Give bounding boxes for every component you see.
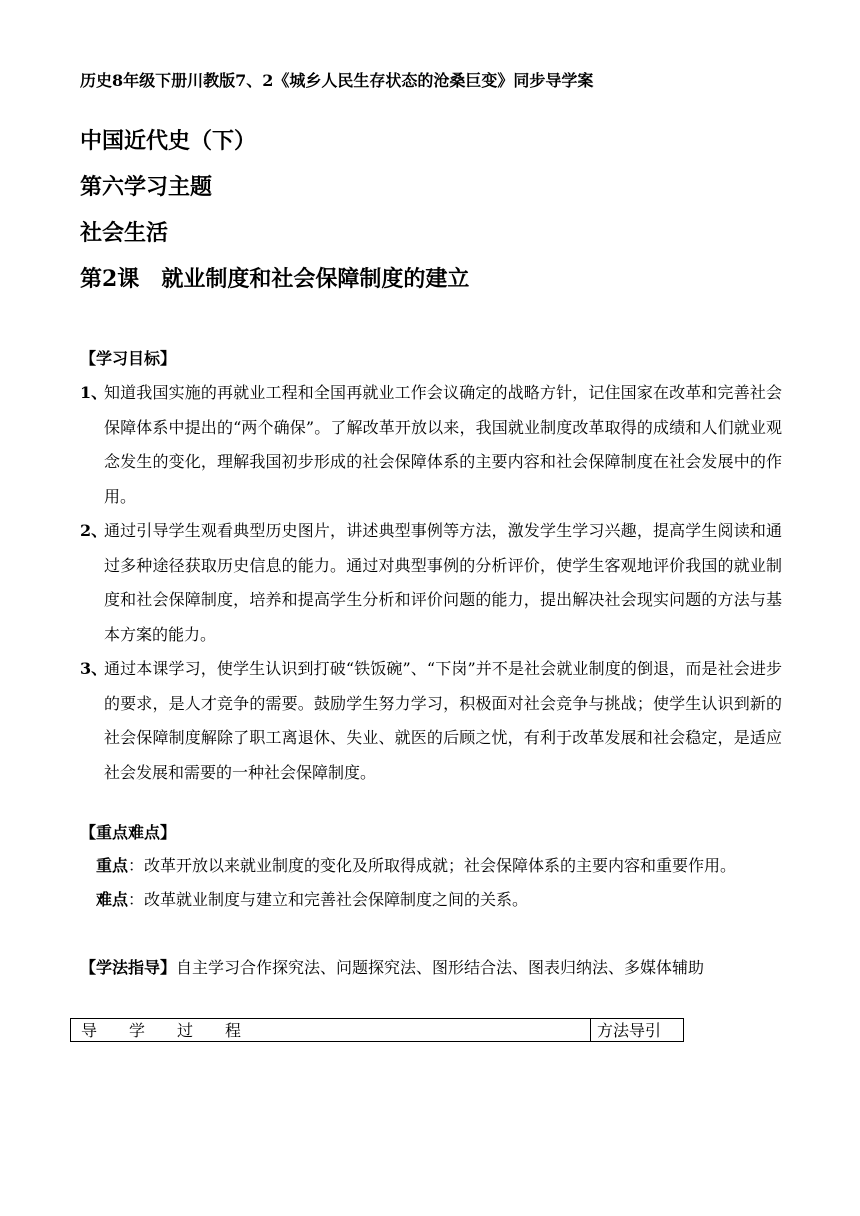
focus-line xyxy=(96,853,736,876)
goal-item xyxy=(80,514,782,652)
focus-label: 重点 xyxy=(96,856,129,875)
method-guide-text: 自主学习合作探究法、问题探究法、图形结合法、图表归纳法、多媒体辅助 xyxy=(176,958,705,977)
process-column-header: 导 学 过 程 xyxy=(71,1019,591,1041)
method-guide-label: 【学法指导】 xyxy=(80,958,177,977)
lesson-number: 第2课 xyxy=(80,266,140,292)
document-title: 历史8年级下册川教版7、2《城乡人民生存状态的沧桑巨变》同步导学案 xyxy=(80,71,594,90)
method-column-header: 方法导引 xyxy=(597,1021,662,1040)
difficulty-label: 难点 xyxy=(96,890,129,909)
subject-heading: 中国近代史（下） xyxy=(80,128,257,154)
method-guide xyxy=(80,955,704,978)
lesson-heading xyxy=(80,262,469,293)
goal-number: 1、 xyxy=(80,383,108,402)
topic-heading: 社会生活 xyxy=(80,220,169,246)
goal-text: 知道我国实施的再就业工程和全国再就业工作会议确定的战略方针，记住国家在改革和完善社会保障体系中提出的“两个确保”。了解改革开放以来，我国就业制度改革取得的成绩和人们就业观念发生的变化，理解我国初步形成的社会保障体系的主要内容和社会保障制度在社会发展中的作用。 xyxy=(104,383,782,506)
difficulty-text: ：改革就业制度与建立和完善社会保障制度之间的关系。 xyxy=(128,890,529,909)
goal-item xyxy=(80,652,782,790)
difficulty-line xyxy=(96,887,528,910)
guide-table-header xyxy=(70,1018,684,1042)
key-points-label: 【重点难点】 xyxy=(80,823,177,842)
goal-text: 通过本课学习，使学生认识到打破“铁饭碗”、“下岗”并不是社会就业制度的倒退，而是社会进步的要求，是人才竞争的需要。鼓励学生努力学习，积极面对社会竞争与挑战；使学生认识到新的社会保障制度解除了职工离退休、失业、就医的后顾之忧，有利于改革发展和社会稳定，是适应社会发展和需要的一种社会保障制度。 xyxy=(104,659,782,782)
focus-text: ：改革开放以来就业制度的变化及所取得成就；社会保障体系的主要内容和重要作用。 xyxy=(128,856,737,875)
learning-goals-list xyxy=(80,376,782,790)
goal-number: 2、 xyxy=(80,521,108,540)
goal-text: 通过引导学生观看典型历史图片，讲述典型事例等方法，激发学生学习兴趣，提高学生阅读和通过多种途径获取历史信息的能力。通过对典型事例的分析评价，使学生客观地评价我国的就业制度和社会保障制度，培养和提高学生分析和评价问题的能力，提出解决社会现实问题的方法与基本方案的能力。 xyxy=(104,521,782,644)
goal-number: 3、 xyxy=(80,659,108,678)
goal-item xyxy=(80,376,782,514)
lesson-title: 就业制度和社会保障制度的建立 xyxy=(161,266,470,292)
learning-goals-label: 【学习目标】 xyxy=(80,349,177,368)
theme-heading: 第六学习主题 xyxy=(80,174,213,200)
